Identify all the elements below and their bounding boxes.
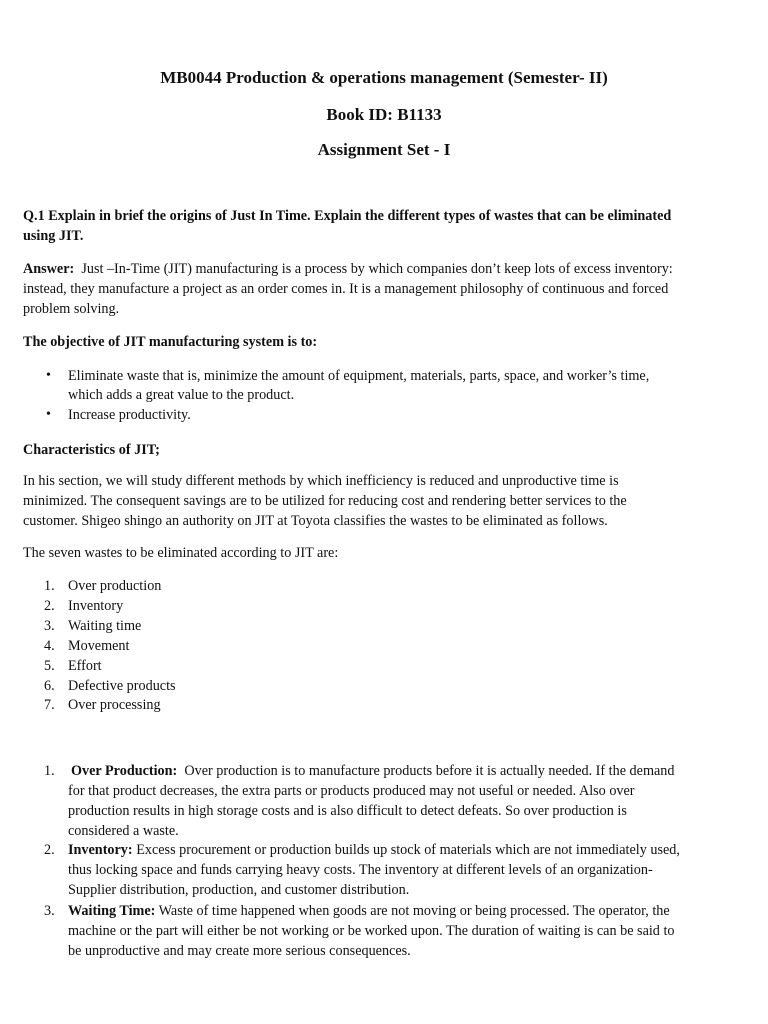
answer-line-3: problem solving. xyxy=(23,301,120,317)
question-line-1: Q.1 Explain in brief the origins of Just In Time. Explain the different types of wastes that can be eliminated xyxy=(23,208,672,224)
detail-item-1-line-1 xyxy=(68,761,718,781)
objective-item-1-line-1: Eliminate waste that is, minimize the amount of equipment, materials, parts, space, and worker’s time, xyxy=(68,368,650,384)
detail-item-2-line-1 xyxy=(68,840,718,860)
detail-text: Excess procurement or production builds up stock of materials which are not immediately used, xyxy=(136,842,680,858)
characteristics-heading: Characteristics of JIT; xyxy=(23,442,160,458)
objective-item-2: Increase productivity. xyxy=(68,407,191,423)
list-number: 2. xyxy=(44,598,55,614)
question-line-2: using JIT. xyxy=(23,228,84,244)
book-id: Book ID: B1133 xyxy=(326,105,442,124)
assignment-title: Assignment Set - I xyxy=(317,140,451,159)
waste-item: Effort xyxy=(68,658,102,674)
detail-item-1-line-2: for that product decreases, the extra parts or products produced may not useful or needed. Also over xyxy=(68,783,635,799)
characteristics-line-1: In his section, we will study different methods by which inefficiency is reduced and unproductive time is xyxy=(23,473,619,489)
detail-item-3-line-1 xyxy=(68,901,718,921)
characteristics-line-3: customer. Shigeo shingo an authority on JIT at Toyota classifies the wastes to be eliminated as follows. xyxy=(23,513,608,529)
answer-line-2: instead, they manufacture a project as an order comes in. It is a management philosophy of continuous and forced xyxy=(23,281,669,297)
detail-item-1-line-4: considered a waste. xyxy=(68,823,179,839)
list-number: 1. xyxy=(44,578,55,594)
detail-text: Over production is to manufacture products before it is actually needed. If the demand xyxy=(184,763,675,779)
detail-number: 2. xyxy=(44,842,55,858)
waste-item: Defective products xyxy=(68,678,176,694)
detail-item-2-line-2: thus locking space and funds carrying heavy costs. The inventory at different levels of an organization- xyxy=(68,862,653,878)
list-number: 5. xyxy=(44,658,55,674)
objective-heading: The objective of JIT manufacturing system is to: xyxy=(23,334,318,350)
waste-item: Inventory xyxy=(68,598,124,614)
detail-title: Inventory: xyxy=(68,842,133,858)
list-number: 4. xyxy=(44,638,55,654)
bullet-icon: • xyxy=(46,368,51,383)
list-number: 6. xyxy=(44,678,55,694)
waste-item: Over production xyxy=(68,578,162,594)
detail-title: Waiting Time: xyxy=(68,903,156,919)
answer-label: Answer: xyxy=(23,261,75,277)
detail-number: 3. xyxy=(44,903,55,919)
detail-text: Waste of time happened when goods are not moving or being processed. The operator, the xyxy=(158,903,670,919)
answer-text-1: Just –In-Time (JIT) manufacturing is a process by which companies don’t keep lots of excess inventory: xyxy=(81,261,673,277)
detail-number: 1. xyxy=(44,763,55,779)
detail-item-2-line-3: Supplier distribution, production, and customer distribution. xyxy=(68,882,410,898)
detail-item-3-line-3: be unproductive and may create more serious consequences. xyxy=(68,943,411,959)
characteristics-line-2: minimized. The consequent savings are to be utilized for reducing cost and rendering better services to the xyxy=(23,493,627,509)
detail-item-1-line-3: production results in high storage costs and is also difficult to detect defeats. So over production is xyxy=(68,803,627,819)
answer-line-1 xyxy=(23,259,723,279)
waste-item: Over processing xyxy=(68,697,161,713)
waste-item: Waiting time xyxy=(68,618,142,634)
objective-item-1-line-2: which adds a great value to the product. xyxy=(68,387,295,403)
detail-title: Over Production: xyxy=(71,763,178,779)
wastes-intro: The seven wastes to be eliminated according to JIT are: xyxy=(23,545,339,561)
bullet-icon: • xyxy=(46,407,51,422)
detail-item-3-line-2: machine or the part will either be not working or be worked upon. The duration of waiting is can be said to xyxy=(68,923,675,939)
list-number: 7. xyxy=(44,697,55,713)
list-number: 3. xyxy=(44,618,55,634)
waste-item: Movement xyxy=(68,638,130,654)
course-title: MB0044 Production & operations management (Semester- II) xyxy=(160,68,608,87)
